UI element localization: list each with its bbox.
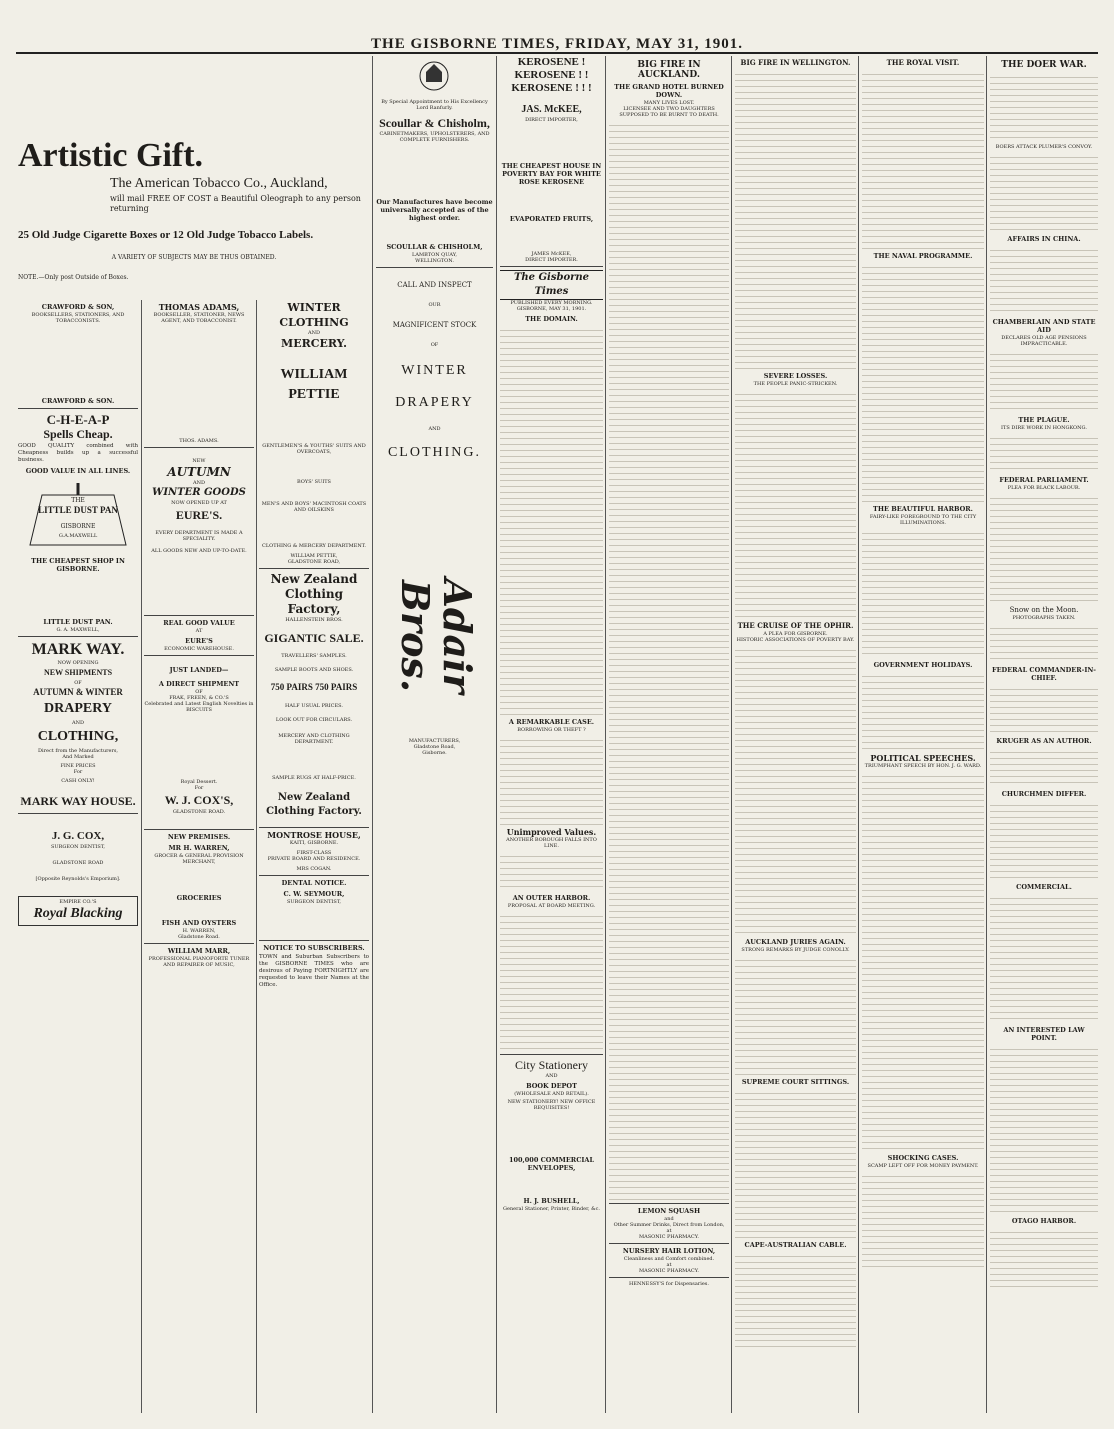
mckee-signature-sub: DIRECT IMPORTER. [525, 257, 578, 263]
chamberlain-article [990, 349, 1098, 413]
column-7 [735, 56, 856, 1406]
envelopes: 100,000 COMMERCIAL ENVELOPES, [508, 1156, 595, 1172]
borrowing-theft: BORROWING OR THEFT ? [517, 727, 586, 733]
tobacco-variety: A VARIETY OF SUBJECTS MAY BE THUS OBTAINED. [111, 254, 277, 261]
tobacco-note: NOTE.—Only post Outside of Boxes. [18, 274, 129, 281]
crawford-footer: CRAWFORD & SON. [41, 397, 115, 405]
pettie: PETTIE [288, 387, 340, 402]
tobacco-company: The American Tobacco Co., Auckland, [110, 176, 328, 191]
mark-way-title: MARK WAY. [31, 641, 125, 658]
city-stationery: City Stationery [515, 1058, 588, 1072]
mrs-cogan: MRS COGAN. [296, 866, 332, 872]
special-appointment: By Special Appointment to His Excellency Lord Ranfurly. [381, 99, 488, 111]
dire-work: ITS DIRE WORK IN HONGKONG. [1001, 425, 1087, 431]
biscuit-list [144, 715, 254, 777]
juries-article [735, 955, 856, 1075]
manufacturers: MANUFACTURERS, [408, 738, 461, 744]
artistic-gift-ad [18, 60, 370, 281]
pettie-body [259, 407, 369, 441]
column-6 [609, 56, 729, 1406]
marr-subtitle: PROFESSIONAL PIANOFORTE TUNER AND REPAIRER OF MUSIC, [148, 956, 250, 968]
political-article [862, 771, 984, 1151]
commander-article [990, 684, 1098, 734]
remarkable-article [500, 735, 603, 825]
the-domain: THE DOMAIN. [525, 315, 578, 323]
scoullar-body [376, 145, 493, 195]
adams-title: THOMAS ADAMS, [158, 302, 240, 312]
gents-suits: GENTLEMEN'S & YOUTHS' SUITS AND OVERCOATS, [262, 443, 366, 455]
autumn-heading: AUTUMN [167, 465, 231, 479]
gisborne-times-flag: The Gisborne Times [500, 270, 603, 300]
direct-shipment: A DIRECT SHIPMENT [158, 680, 240, 688]
boys-body [259, 487, 369, 499]
mercery-body [259, 747, 369, 767]
panic-article [735, 389, 856, 619]
fairy-like: FAIRY-LIKE FOREGROUND TO THE CITY ILLUMINATIONS. [869, 514, 977, 526]
sample-rugs: SAMPLE RUGS AT HALF-PRICE. [272, 775, 356, 781]
750-pairs: 750 PAIRS 750 PAIRS [270, 682, 358, 692]
eures-list [144, 556, 254, 612]
clothing: CLOTHING, [37, 729, 119, 744]
new-shipments: NEW SHIPMENTS [43, 668, 113, 677]
winter-clothing: WINTER CLOTHING [279, 301, 349, 329]
ophir-article [735, 645, 856, 935]
warren-signature: H. WARREN, [182, 928, 216, 934]
lemon-squash: LEMON SQUASH [637, 1207, 701, 1215]
montrose-sub: KAITI, GISBORNE. [289, 840, 339, 846]
snow-article [990, 623, 1098, 663]
mercery-dept: MERCERY AND CLOTHING DEPARTMENT. [278, 733, 350, 745]
holidays-article [862, 671, 984, 751]
newspaper-title: THE GISBORNE TIMES, FRIDAY, MAY 31, 1901. [371, 36, 743, 52]
royal-crest-icon [376, 56, 493, 96]
gladstone-road: Gladstone Road, [413, 744, 456, 750]
issue-date: GISBORNE, MAY 31, 1901. [516, 306, 587, 312]
adair-bros: Adair Bros. [393, 578, 480, 694]
adams-subtitle: BOOKSELLER, STATIONER, NEWS AGENT, AND TOBACCONIST. [153, 312, 245, 324]
dustpan-body [18, 575, 138, 615]
cheap-body: GOOD QUALITY combined with Cheapness builds up a successful business. [18, 443, 138, 463]
direct-manufacturers: Direct from the Manufacturers, [37, 748, 118, 754]
hennessy: HENNESSY'S for Dispensaries. [629, 1281, 709, 1287]
old-age-pensions: DECLARES OLD AGE PENSIONS IMPRACTICABLE. [1001, 335, 1087, 347]
scamp-left: SCAMP LEFT OFF FOR MONEY PAYMENT. [867, 1163, 979, 1169]
column-rule [605, 56, 606, 1413]
for-word: For [73, 769, 83, 775]
column-rule [141, 300, 142, 1413]
mckee-signature: JAMES McKEE, [531, 251, 572, 257]
gisborne-word: Gisborne. [422, 750, 447, 756]
cox-title: J. G. COX, [51, 830, 105, 842]
plague-article [990, 433, 1098, 473]
notice-body: TOWN and Suburban Subscribers to the GISBORNE TIMES who are desirous of Paying FORTNIGHTLY are requested to leave their Names at the Office. [259, 954, 369, 988]
just-landed: JUST LANDED— [169, 666, 229, 674]
clothing-word: CLOTHING. [387, 445, 482, 460]
unimproved-values: Unimproved Values. [506, 827, 597, 837]
boer-article [990, 72, 1098, 142]
kerosene-2: KEROSENE ! ! [514, 69, 589, 81]
at-word: AT [195, 628, 203, 634]
column-rule [496, 56, 497, 1413]
column-rule [372, 56, 373, 1413]
law-article [990, 1044, 1098, 1214]
tobacco-offer-line: will mail FREE OF COST a Beautiful Oleograph to any person returning [110, 194, 361, 213]
shocking-cases: SHOCKING CASES. [887, 1154, 959, 1162]
scoullar-body-2 [376, 224, 493, 240]
otago-harbor: OTAGO HARBOR. [1011, 1217, 1077, 1225]
cash-only: CASH ONLY! [61, 778, 95, 784]
mckee-body [500, 125, 603, 159]
mckee-sub: DIRECT IMPORTER, [525, 117, 578, 123]
macintosh-body [259, 515, 369, 541]
the-plague: THE PLAGUE. [1018, 416, 1070, 424]
wellington-article [735, 69, 856, 369]
mercery: MERCERY. [281, 337, 347, 350]
warren-body [144, 867, 254, 891]
kruger-article [990, 747, 1098, 787]
dustpan-illustration [22, 481, 134, 551]
at-word-6b: at [666, 1262, 672, 1268]
dustpan-proprietor: G. A. MAXWELL, [56, 627, 100, 633]
royal-article [862, 69, 984, 249]
clothing-mercery: CLOTHING & MERCERY DEPARTMENT. [262, 543, 366, 549]
chamberlain: CHAMBERLAIN AND STATE AID [992, 318, 1096, 334]
empire-co: EMPIRE CO.'S [59, 899, 97, 905]
scoullar-sub: CABINETMAKERS, UPHOLSTERERS, AND COMPLETE FURNISHERS. [379, 131, 490, 143]
commercial-article [990, 893, 1098, 1023]
artistic-gift-title: Artistic Gift. [18, 137, 204, 174]
for-word-2: For [194, 785, 204, 791]
crawford-body [18, 326, 138, 394]
masthead-rule [16, 52, 1098, 54]
severe-losses: SEVERE LOSSES. [763, 372, 828, 380]
column-9 [990, 56, 1098, 1406]
our-manufactures: Our Manufactures have become universally accepted as of the highest order. [376, 198, 493, 222]
adair-bros-logo [376, 484, 493, 734]
column-rule [256, 300, 257, 1413]
dustpan-the: THE [71, 497, 85, 504]
seymour: C. W. SEYMOUR, [283, 890, 345, 898]
affairs-china: AFFAIRS IN CHINA. [1007, 235, 1081, 243]
warren-title: MR H. WARREN, [168, 844, 230, 852]
travellers-samples: TRAVELLERS' SAMPLES. [281, 653, 347, 659]
triumphant-speech: TRIUMPHANT SPEECH BY HON. J. G. WARD. [864, 763, 982, 769]
wp-signature: WILLIAM PETTIE, [290, 553, 338, 559]
scoullar-title: Scoullar & Chisholm, [379, 116, 490, 130]
dustpan-name: LITTLE DUST PAN [38, 505, 118, 515]
and-word-5: AND [545, 1073, 558, 1079]
column-rule [731, 56, 732, 1413]
big-fire-auckland: BIG FIRE IN AUCKLAND. [637, 60, 701, 80]
and-word-2: AND [193, 480, 205, 486]
now-opening: NOW OPENING [57, 660, 99, 666]
gigantic-sale: GIGANTIC SALE. [264, 631, 364, 645]
wp-road: GLADSTONE ROAD, [287, 559, 341, 565]
column-rule [858, 56, 859, 1413]
federal-article [990, 493, 1098, 603]
column-4 [376, 56, 493, 1406]
first-class: FIRST-CLASS [296, 850, 332, 856]
cox-subtitle: SURGEON DENTIST, [50, 844, 106, 850]
marr-title: WILLIAM MARR, [167, 947, 231, 955]
grand-hotel: THE GRAND HOTEL BURNED DOWN. [614, 83, 724, 99]
of-word: OF [74, 680, 82, 686]
nz-factory: New Zealand Clothing Factory. [266, 792, 362, 817]
bushell: H. J. BUSHELL, [523, 1197, 580, 1205]
warren-road: Gladstone Road. [178, 934, 220, 940]
macintosh: MEN'S AND BOYS' MACINTOSH COATS AND OILSKINS [261, 501, 367, 513]
private-board: PRIVATE BOARD AND RESIDENCE. [267, 856, 361, 862]
bushell-sub: General Stationer, Printer, Binder, &c. [503, 1206, 600, 1212]
royal-blacking: Royal Blacking [33, 906, 123, 921]
masonic-pharmacy: MASONIC PHARMACY. [639, 1234, 699, 1240]
dustpan-owner: G.A.MAXWELL [58, 533, 98, 539]
column-5 [500, 56, 603, 1406]
gents-body [259, 457, 369, 477]
and-word: AND [72, 720, 84, 726]
scoullar-sig: SCOULLAR & CHISHOLM, [386, 243, 483, 251]
column-1 [18, 300, 138, 1410]
cox-road: GLADSTONE ROAD [52, 860, 104, 866]
plea-gisborne: A PLEA FOR GISBORNE. [763, 631, 828, 637]
wj-cox-road: GLADSTONE ROAD. [172, 809, 226, 815]
boer-war: THE DOER WAR. [1001, 60, 1087, 70]
photos-taken: PHOTOGRAPHS TAKEN. [1012, 615, 1076, 621]
dustpan-icon [22, 481, 134, 551]
beautiful-harbor: THE BEAUTIFUL HARBOR. [873, 505, 973, 513]
masthead [0, 0, 1114, 52]
seymour-sub: SURGEON DENTIST, [286, 899, 342, 905]
column-3 [259, 300, 369, 1410]
economic-warehouse: ECONOMIC WAREHOUSE. [164, 646, 234, 652]
warren-subtitle: GROCER & GENERAL PROVISION MERCHANT, [154, 853, 244, 865]
winter-goods: WINTER GOODS [152, 487, 246, 498]
eures-2: EURE'S [185, 637, 213, 645]
magnificent-stock: MAGNIFICENT STOCK [392, 321, 477, 329]
royal-dessert: Royal Dessert. [180, 779, 218, 785]
china-article [990, 245, 1098, 315]
outer-harbor: AN OUTER HARBOR. [512, 894, 591, 902]
summer-drinks: Other Summer Drinks, Direct from London, [613, 1222, 725, 1228]
big-fire-wellington: BIG FIRE IN WELLINGTON. [740, 58, 851, 67]
sample-boots: SAMPLE BOOTS AND SHOES. [274, 667, 354, 673]
naval-article [862, 262, 984, 502]
royal-visit: THE ROYAL VISIT. [886, 58, 960, 67]
eures-title: EURE'S. [175, 508, 223, 522]
cheap-subtitle: Spells Cheap. [43, 427, 113, 441]
govt-holidays: GOVERNMENT HOLIDAYS. [873, 661, 973, 669]
real-good-value: REAL GOOD VALUE [163, 619, 235, 627]
all-goods: ALL GOODS NEW AND UP-TO-DATE. [151, 548, 247, 554]
cable-article [735, 1251, 856, 1351]
and-marked: And Marked [62, 754, 94, 760]
adams-signature: THOS. ADAMS. [179, 438, 219, 444]
envelopes-body [500, 1174, 603, 1194]
federal-commander: FEDERAL COMMANDER-IN-CHIEF. [991, 666, 1097, 682]
dustpan-footer: LITTLE DUST PAN. [43, 618, 113, 626]
interested-law-point: AN INTERESTED LAW POINT. [1003, 1026, 1085, 1042]
cape-cable: CAPE-AUSTRALIAN CABLE. [744, 1241, 847, 1249]
mckee-title: JAS. McKEE, [521, 104, 582, 115]
hallenstein: HALLENSTEIN BROS. [285, 617, 343, 623]
good-value: GOOD VALUE IN ALL LINES. [25, 467, 131, 475]
commercial: COMMERCIAL. [1016, 883, 1072, 891]
wj-cox: W. J. COX'S, [164, 793, 234, 807]
nursery-sub: Cleanliness and Comfort combined. [623, 1256, 715, 1262]
of-word-2: OF [195, 689, 203, 695]
another-borough: ANOTHER BOROUGH FALLS INTO LINE. [506, 837, 597, 849]
dustpan-shop: THE CHEAPEST SHOP IN GISBORNE. [31, 557, 125, 573]
kruger-author: KRUGER AS AN AUTHOR. [996, 737, 1092, 745]
and-word-4: AND [428, 426, 441, 432]
kerosene-3: KEROSENE ! ! ! [511, 82, 592, 94]
notice-subscribers: NOTICE TO SUBSCRIBERS. [263, 944, 365, 952]
new-word: NEW [192, 458, 206, 464]
montrose-house: MONTROSE HOUSE, [267, 830, 361, 840]
auckland-juries: AUCKLAND JURIES AGAIN. [745, 938, 846, 946]
look-circulars: LOOK OUT FOR CIRCULARS. [275, 717, 353, 723]
biscuits: Celebrated and Latest English Novelties in BISCUITS [144, 701, 254, 713]
panic-stricken: THE PEOPLE PANIC-STRICKEN. [753, 381, 838, 387]
column-2 [144, 300, 254, 1410]
mark-way-house: MARK WAY HOUSE. [20, 794, 136, 808]
drapery: DRAPERY [44, 701, 112, 716]
nursery-lotion: NURSERY HAIR LOTION, [622, 1247, 716, 1255]
now-opened: NOW OPENED UP AT [171, 500, 227, 506]
black-labour: PLEA FOR BLACK LABOUR. [1007, 485, 1081, 491]
cheap-title: C-H-E-A-P [46, 412, 110, 427]
call-inspect: CALL AND INSPECT [397, 281, 472, 289]
groceries-body [144, 904, 254, 916]
boys-suits: BOYS' SUITS [297, 479, 331, 485]
historic-associations: HISTORIC ASSOCIATIONS OF POVERTY BAY. [736, 637, 855, 643]
william: WILLIAM [280, 367, 348, 382]
otago-article [990, 1227, 1098, 1287]
nz-clothing-title: New Zealand Clothing Factory, [270, 572, 358, 616]
adams-body [144, 326, 254, 436]
boers-attack: BOERS ATTACK PLUMER'S CONVOY. [995, 144, 1093, 150]
naval-programme: THE NAVAL PROGRAMME. [873, 252, 973, 260]
unimproved-article [500, 851, 603, 891]
evaporated-fruits: EVAPORATED FRUITS, [509, 215, 594, 223]
and-word-3: AND [308, 330, 320, 336]
fruits-body [500, 225, 603, 249]
and-word-6: and [664, 1216, 674, 1222]
lambton-quay: LAMBTON QUAY, [412, 252, 457, 258]
crawford-subtitle: BOOKSELLERS, STATIONERS, AND TOBACCONISTS. [31, 312, 125, 324]
harbor-article [500, 911, 603, 1051]
churchmen-article [990, 800, 1098, 880]
our-word: OUR [428, 302, 441, 308]
convoy-article [990, 152, 1098, 232]
political-speeches: POLITICAL SPEECHES. [870, 753, 976, 763]
seymour-body [259, 907, 369, 937]
strong-remarks: STRONG REMARKS BY JUDGE CONOLLY. [741, 947, 850, 953]
fine-prices: FINE PRICES [60, 763, 96, 769]
stationery-body [500, 1113, 603, 1153]
crawford-title: CRAWFORD & SON, [41, 303, 115, 311]
cheapest-house: THE CHEAPEST HOUSE IN POVERTY BAY FOR WHITE ROSE KEROSENE [501, 162, 602, 186]
many-lives: MANY LIVES LOST. [643, 100, 695, 106]
autumn-winter: AUTUMN & WINTER [33, 687, 123, 697]
of-word-4: OF [430, 342, 439, 348]
half-prices: HALF USUAL PRICES. [285, 703, 343, 709]
proposal-board: PROPOSAL AT BOARD MEETING. [507, 903, 596, 909]
dental-notice: DENTAL NOTICE. [281, 879, 347, 887]
royal-blacking-ad [18, 896, 138, 926]
masonic-pharmacy-2: MASONIC PHARMACY. [639, 1268, 699, 1274]
groceries: GROCERIES [176, 894, 222, 902]
fire-article [609, 120, 729, 1200]
wellington: WELLINGTON. [415, 258, 454, 264]
kerosene-1: KEROSENE ! [517, 56, 586, 68]
shocking-article [862, 1171, 984, 1271]
domain-article [500, 325, 603, 715]
every-department: EVERY DEPARTMENT IS MADE A SPECIALITY. [155, 530, 243, 542]
drapery-word: DRAPERY [395, 395, 474, 410]
cox-opposite: [Opposite Reynolds's Emporium]. [35, 876, 121, 882]
column-8 [862, 56, 984, 1406]
book-depot-sub: (WHOLESALE AND RETAIL). [514, 1091, 589, 1097]
snow-moon: Snow on the Moon. [1009, 606, 1079, 614]
churchmen-differ: CHURCHMEN DIFFER. [1001, 790, 1087, 798]
new-stationery: NEW STATIONERY! NEW OFFICE REQUISITES! [507, 1099, 596, 1111]
harbor-illumination [862, 528, 984, 658]
licensee-daughters: LICENSEE AND TWO DAUGHTERS SUPPOSED TO BE BURNT TO DEATH. [619, 106, 719, 118]
remarkable-case: A REMARKABLE CASE. [508, 718, 595, 726]
supreme-court: SUPREME COURT SITTINGS. [741, 1078, 850, 1086]
column-rule [986, 56, 987, 1413]
published-morning: PUBLISHED EVERY MORNING. [510, 300, 593, 306]
fish-oysters: FISH AND OYSTERS [161, 919, 237, 927]
book-depot: BOOK DEPOT [526, 1082, 577, 1090]
dustpan-place: GISBORNE [60, 523, 96, 530]
new-premises: NEW PREMISES. [167, 833, 231, 841]
winter-word: WINTER [401, 363, 468, 378]
at-word-6: at [666, 1228, 672, 1234]
cheapest-body [500, 188, 603, 212]
frank-co: FRAK, FREEN, & CO.'S [169, 695, 229, 701]
supreme-article [735, 1088, 856, 1238]
cruise-ophir: THE CRUISE OF THE OPHIR. [737, 621, 854, 630]
tobacco-offer: 25 Old Judge Cigarette Boxes or 12 Old Judge Tobacco Labels. [18, 229, 314, 241]
federal-parliament: FEDERAL PARLIAMENT. [999, 476, 1089, 484]
